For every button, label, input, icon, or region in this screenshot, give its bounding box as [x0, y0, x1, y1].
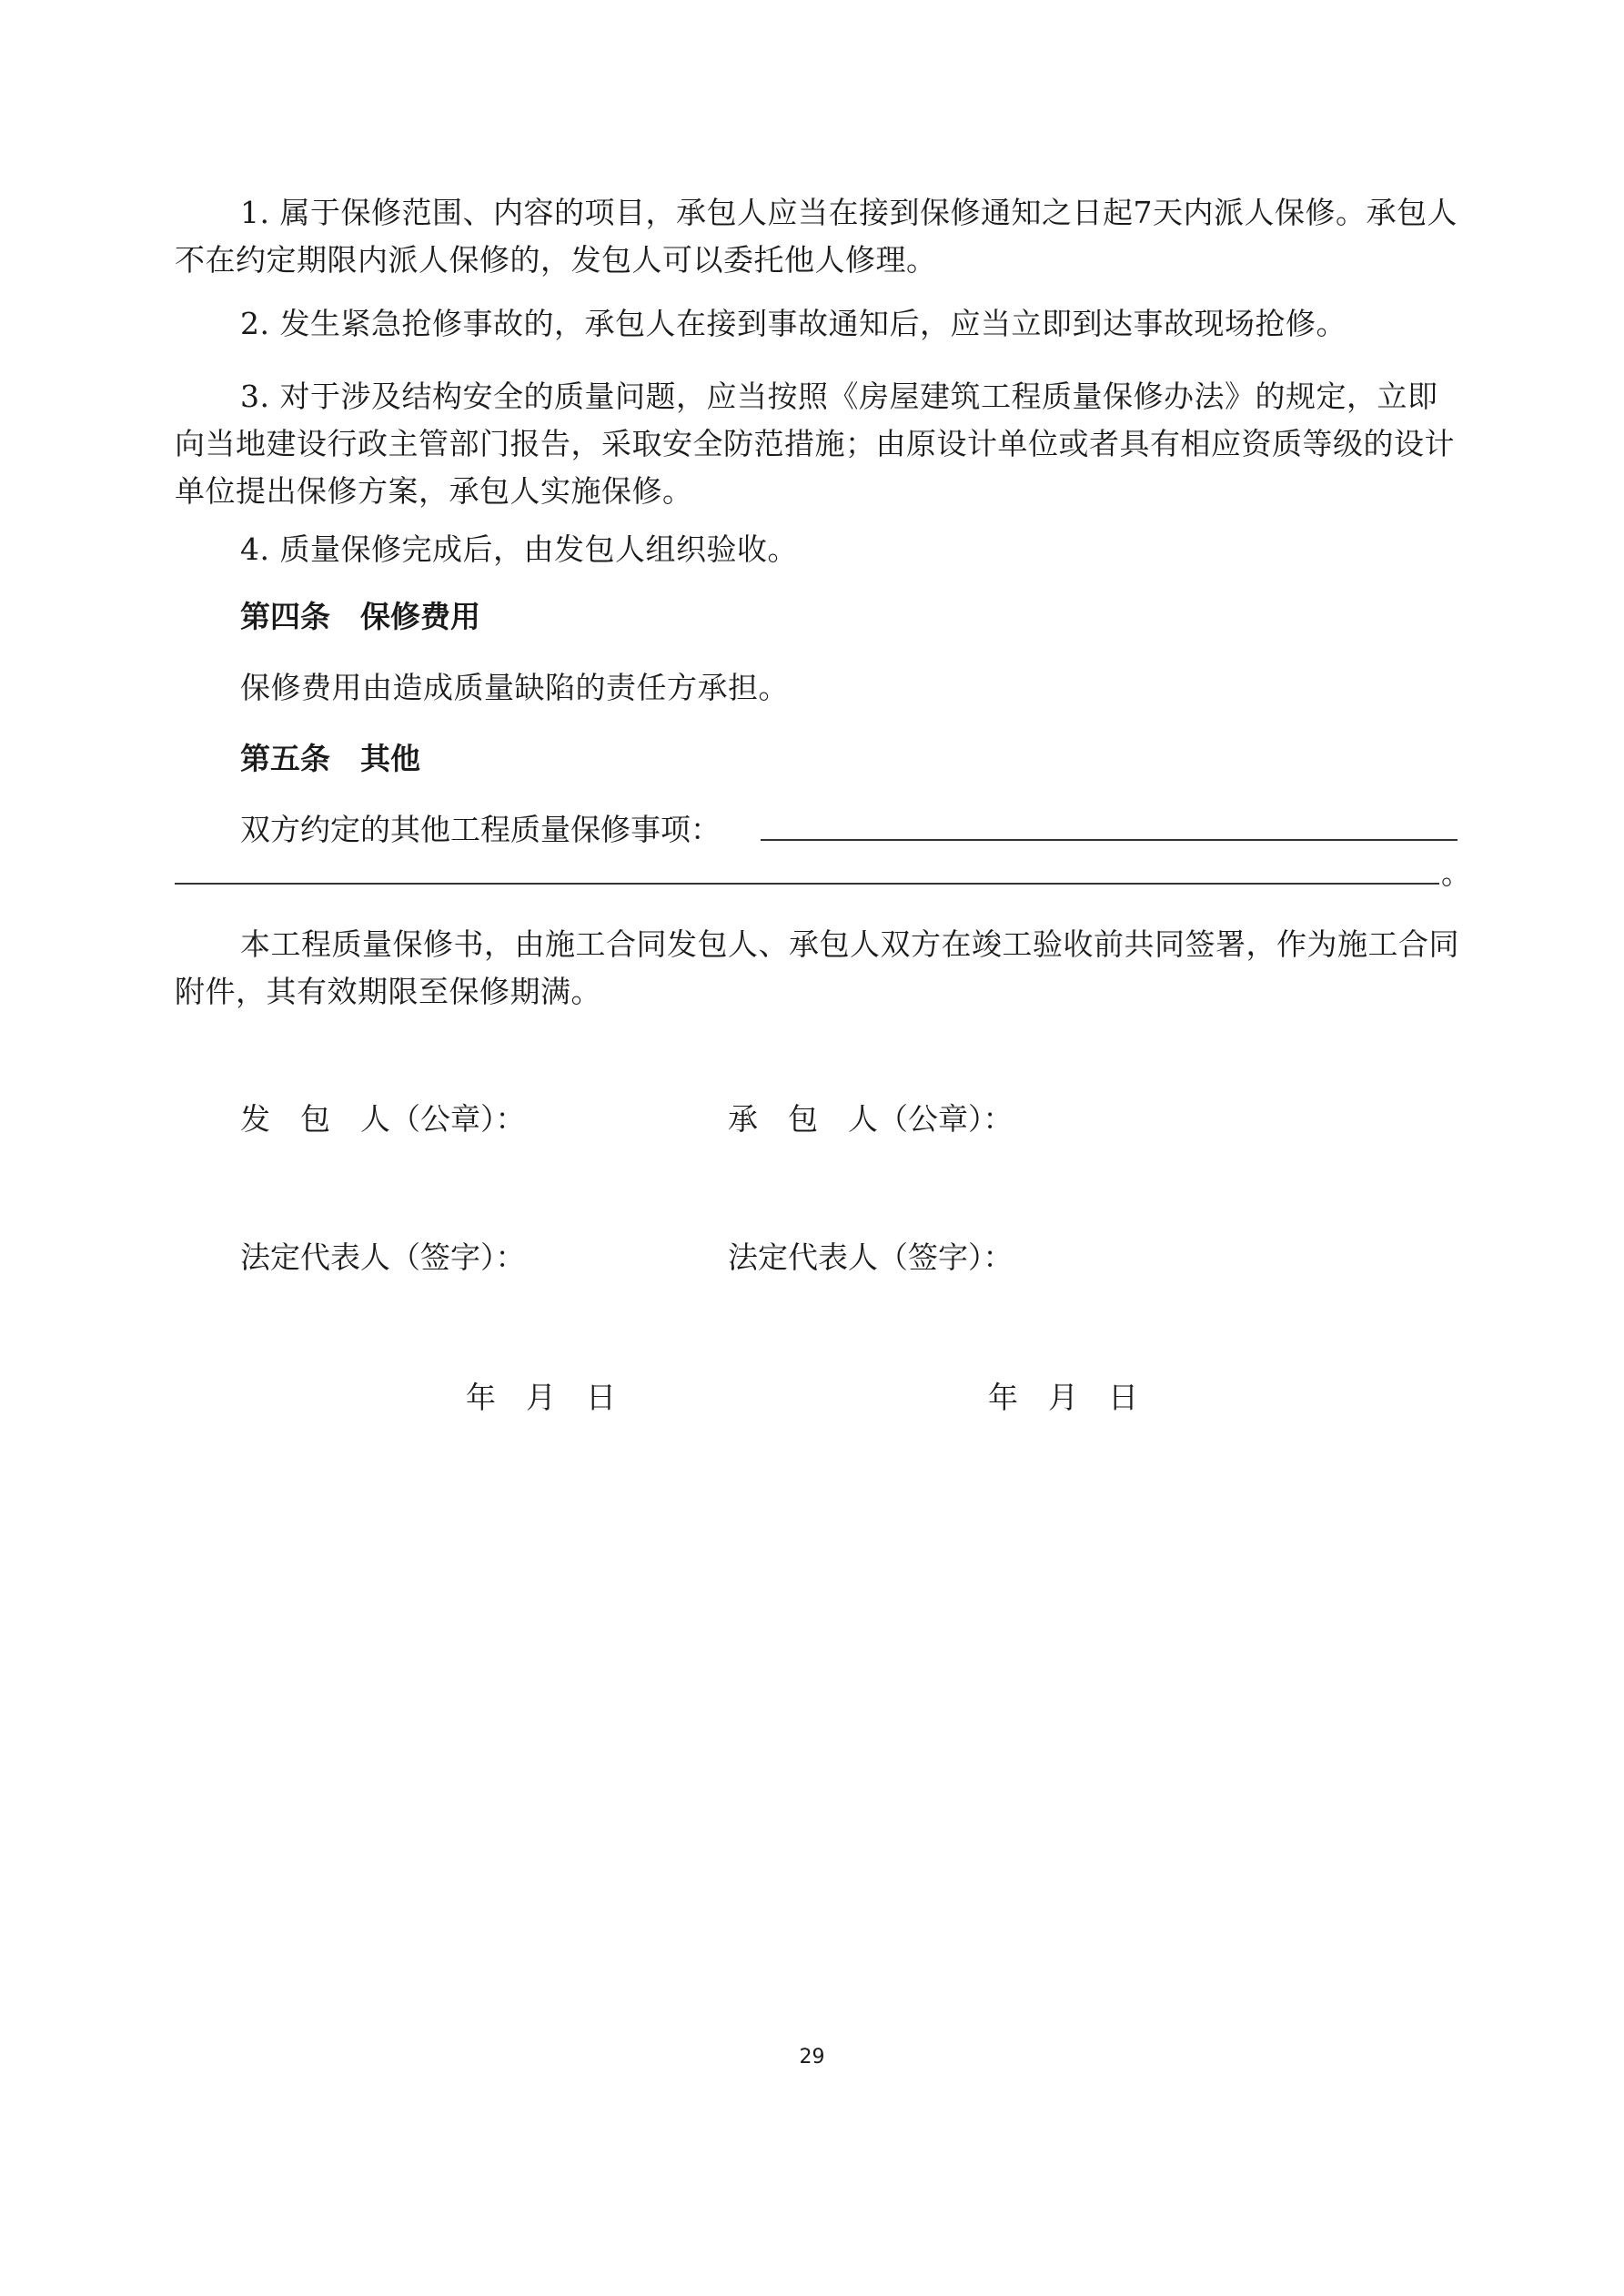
employer-date-label: 年 月 日 — [466, 1380, 616, 1415]
article-5-body: 双方约定的其他工程质量保修事项： — [240, 812, 721, 847]
clause-item-2: 2. 发生紧急抢修事故的，承包人在接到事故通知后，应当立即到达事故现场抢修。 — [240, 306, 1347, 341]
clause-item-3: 3. 对于涉及结构安全的质量问题，应当按照《房屋建筑工程质量保修办法》的规定，立即向当地建设行政主管部门报告，采取安全防范措施；由原设计单位或者具有相应资质等级的设计单位提出保修方案，承包人实施保修。 — [175, 379, 1455, 509]
article-4-heading: 第四条 保修费用 — [240, 599, 480, 634]
article-4-body: 保修费用由造成质量缺陷的责任方承担。 — [240, 670, 789, 705]
closing-statement: 本工程质量保修书，由施工合同发包人、承包人双方在竣工验收前共同签署，作为施工合同附件，其有效期限至保修期满。 — [175, 926, 1459, 1009]
contractor-rep-label: 法定代表人（签字）： — [728, 1239, 1014, 1275]
contractor-seal-label: 承 包 人（公章）： — [728, 1101, 1014, 1137]
employer-rep-label: 法定代表人（签字）： — [240, 1239, 526, 1275]
clause-item-1: 1. 属于保修范围、内容的项目，承包人应当在接到保修通知之日起7天内派人保修。承包人不在约定期限内派人保修的，发包人可以委托他人修理。 — [175, 195, 1458, 278]
clause-item-4: 4. 质量保修完成后，由发包人组织验收。 — [240, 531, 798, 567]
employer-seal-label: 发 包 人（公章）： — [240, 1101, 526, 1137]
fill-in-line-1 — [761, 839, 1458, 841]
article-5-heading: 第五条 其他 — [240, 741, 420, 776]
page-number: 29 — [799, 2046, 825, 2068]
article-5-end-mark: 。 — [1441, 855, 1471, 891]
fill-in-line-2 — [175, 883, 1439, 885]
contractor-date-label: 年 月 日 — [988, 1380, 1138, 1415]
